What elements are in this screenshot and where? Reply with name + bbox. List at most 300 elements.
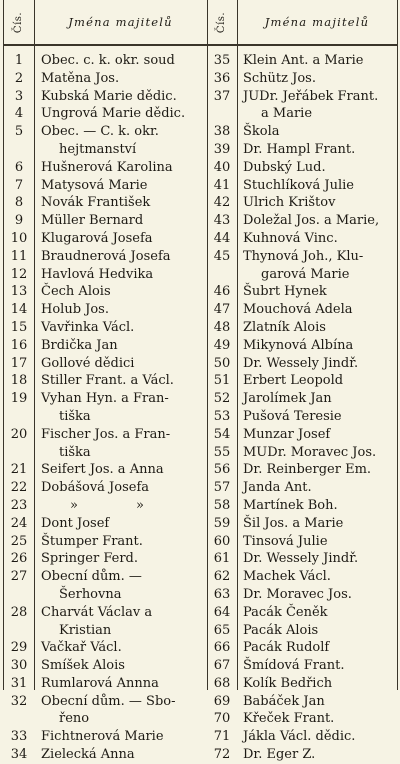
table-row <box>4 426 207 462</box>
owner-name <box>243 426 395 444</box>
table-row <box>207 355 397 373</box>
owner-name-continuation: Kristian <box>59 622 112 638</box>
owner-name <box>41 70 203 88</box>
row-number: 67 <box>213 658 231 674</box>
owner-name-line: Novák František <box>41 195 151 211</box>
row-number: 38 <box>213 124 231 140</box>
table-row <box>4 568 207 604</box>
ditto-marks <box>41 497 203 515</box>
owner-name-line: Obec. c. k. okr. soud <box>41 53 175 68</box>
owner-name-line: Mouchová Adela <box>243 302 353 318</box>
row-number: 47 <box>213 302 231 318</box>
table-row <box>207 622 397 640</box>
owner-name-line: Dr. Wessely Jindř. <box>243 551 359 567</box>
row-number: 12 <box>10 266 28 282</box>
owner-name-line: Křeček Frant. <box>243 711 335 727</box>
row-number: 64 <box>213 604 231 620</box>
owner-name <box>41 230 203 248</box>
owner-name-line: Pušová Teresie <box>243 408 342 424</box>
owner-name <box>41 515 203 533</box>
owner-name <box>41 105 203 123</box>
owner-name <box>41 88 203 106</box>
table-row <box>207 230 397 248</box>
owner-name <box>243 70 395 88</box>
owner-name <box>41 550 203 568</box>
table-row <box>207 604 397 622</box>
owner-name-line: JUDr. Jeřábek Frant. <box>243 88 379 104</box>
row-number: 69 <box>213 693 231 709</box>
row-number: 42 <box>213 195 231 211</box>
owner-name-line: Dobášová Josefa <box>41 480 150 496</box>
table-row <box>207 141 397 159</box>
owner-name <box>243 212 395 230</box>
table-row <box>4 604 207 640</box>
owner-name-line: Fichtnerová Marie <box>41 729 164 745</box>
table-row <box>4 657 207 675</box>
owner-name-line: Šmídová Frant. <box>243 658 345 674</box>
owner-name-line: Stiller Frant. a Václ. <box>41 373 174 389</box>
table-row <box>207 408 397 426</box>
row-number: 16 <box>10 337 28 353</box>
owner-name <box>41 479 203 497</box>
row-number: 51 <box>213 373 231 389</box>
owner-name <box>243 533 395 551</box>
owner-name <box>41 693 203 729</box>
table-row <box>4 461 207 479</box>
owner-name <box>243 123 395 141</box>
table-row <box>207 372 397 390</box>
row-number: 55 <box>213 444 231 460</box>
owner-name <box>41 194 203 212</box>
owner-name <box>41 337 203 355</box>
owner-name-line: Janda Ant. <box>243 480 312 496</box>
row-number: 25 <box>10 533 28 549</box>
owner-name-line: Holub Jos. <box>41 302 109 318</box>
owner-name <box>243 372 395 390</box>
owner-name-line: Machek Václ. <box>243 569 331 585</box>
row-number: 44 <box>213 230 231 246</box>
row-number: 71 <box>213 729 231 745</box>
owner-name-line: Thynová Joh., Klu- <box>243 248 364 264</box>
header-names-right <box>237 0 397 44</box>
owner-name-line: Obecní dům. — <box>41 569 142 585</box>
owner-name <box>41 301 203 319</box>
row-number: 57 <box>213 480 231 496</box>
row-number: 34 <box>10 747 28 763</box>
owner-name <box>41 675 203 693</box>
row-number: 58 <box>213 497 231 513</box>
row-number: 21 <box>10 462 28 478</box>
owner-name <box>41 568 203 604</box>
owner-name <box>243 444 395 462</box>
row-number: 23 <box>10 497 28 513</box>
row-number: 26 <box>10 551 28 567</box>
owner-name-continuation: Šerhovna <box>59 586 122 602</box>
owner-name-line: Doležal Jos. a Marie, <box>243 213 380 229</box>
ditto-mark: » <box>136 497 144 513</box>
table-row <box>207 426 397 444</box>
row-number: 17 <box>10 355 28 371</box>
owner-name <box>41 266 203 284</box>
owner-name-line: Springer Ferd. <box>41 551 139 567</box>
row-number: 70 <box>213 711 231 727</box>
owner-name <box>243 159 395 177</box>
owner-name-line: Hušnerová Karolina <box>41 159 173 175</box>
owner-name-line: Kuhnová Vinc. <box>243 230 338 246</box>
table-row <box>207 301 397 319</box>
owner-name-line: Brdička Jan <box>41 337 118 353</box>
owner-name <box>243 586 395 604</box>
table-row <box>4 212 207 230</box>
row-number: 53 <box>213 408 231 424</box>
row-number: 48 <box>213 319 231 335</box>
table-row <box>4 746 207 764</box>
owner-name-line: Štumper Frant. <box>41 533 143 549</box>
row-number: 50 <box>213 355 231 371</box>
owner-name <box>243 355 395 373</box>
row-number: 8 <box>14 195 24 211</box>
owner-name-line: Havlová Hedvika <box>41 266 154 282</box>
owner-name <box>243 337 395 355</box>
row-number: 56 <box>213 462 231 478</box>
row-number: 15 <box>10 319 28 335</box>
table-row <box>4 319 207 337</box>
row-number: 68 <box>213 675 231 691</box>
table-row <box>207 515 397 533</box>
owner-name <box>41 177 203 195</box>
owner-name <box>243 194 395 212</box>
table-row <box>207 444 397 462</box>
owner-name-line: Ulrich Krištov <box>243 195 336 211</box>
row-number: 1 <box>14 53 24 68</box>
owner-name-line: Dr. Eger Z. <box>243 747 316 763</box>
owner-name <box>243 710 395 728</box>
row-number: 11 <box>10 248 28 264</box>
owner-name <box>41 159 203 177</box>
row-number: 18 <box>10 373 28 389</box>
row-number: 20 <box>10 426 28 442</box>
row-number: 7 <box>14 177 24 193</box>
owner-name-line: Jákla Václ. dědic. <box>243 729 356 745</box>
table-row <box>207 123 397 141</box>
table-row <box>207 337 397 355</box>
owner-name-line: Dr. Moravec Jos. <box>243 586 352 602</box>
row-number: 13 <box>10 284 28 300</box>
table-row <box>207 639 397 657</box>
table-row <box>4 639 207 657</box>
header-number-label: Čís. <box>13 11 25 33</box>
table-row <box>4 159 207 177</box>
owner-name <box>243 283 395 301</box>
table-row <box>4 390 207 426</box>
owner-name <box>41 426 203 462</box>
owner-name-line: Dont Josef <box>41 515 110 531</box>
row-number: 39 <box>213 141 231 157</box>
owner-name-line: Fischer Jos. a Fran- <box>41 426 171 442</box>
owner-name-line: Stuchlíková Julie <box>243 177 354 193</box>
table-row <box>4 70 207 88</box>
owner-name <box>243 88 395 124</box>
owner-name <box>243 497 395 515</box>
row-number: 27 <box>10 569 28 585</box>
owner-name <box>41 657 203 675</box>
row-number: 54 <box>213 426 231 442</box>
owner-name-line: Charvát Václav a <box>41 604 153 620</box>
table-row <box>207 283 397 301</box>
owner-name-line: Mikynová Albína <box>243 337 354 353</box>
owner-name-line: Obecní dům. — Sbo- <box>41 693 176 709</box>
owner-name-line: Erbert Leopold <box>243 373 344 389</box>
row-number: 2 <box>14 70 24 86</box>
row-number: 61 <box>213 551 231 567</box>
owner-name-line: MUDr. Moravec Jos. <box>243 444 377 460</box>
table-row <box>4 52 207 70</box>
owner-name <box>41 728 203 746</box>
owner-name-line: Vavřinka Václ. <box>41 319 135 335</box>
owner-name <box>41 390 203 426</box>
table-row <box>4 337 207 355</box>
owner-name-line: Babáček Jan <box>243 693 325 709</box>
left-column <box>4 52 207 764</box>
owner-name-line: Müller Bernard <box>41 213 144 229</box>
owner-name <box>243 52 395 70</box>
owner-name-line: Ungrová Marie dědic. <box>41 106 186 122</box>
owner-name <box>243 408 395 426</box>
table-row <box>207 728 397 746</box>
owner-name <box>41 604 203 640</box>
owner-name <box>243 230 395 248</box>
table-row <box>4 301 207 319</box>
table-row <box>207 586 397 604</box>
row-number: 4 <box>14 106 24 122</box>
row-number: 40 <box>213 159 231 175</box>
owner-name <box>41 355 203 373</box>
header-number-right <box>207 0 237 44</box>
table-row <box>207 177 397 195</box>
owner-name-line: Braudnerová Josefa <box>41 248 171 264</box>
table-row <box>207 568 397 586</box>
ditto-mark: » <box>70 497 78 513</box>
table-row <box>207 710 397 728</box>
row-number: 72 <box>213 747 231 763</box>
owner-name-line: Dubský Lud. <box>243 159 326 175</box>
owner-name-line: Pacák Alois <box>243 622 319 638</box>
row-number: 33 <box>10 729 28 745</box>
owner-name-continuation: a Marie <box>261 106 313 122</box>
owner-name <box>41 248 203 266</box>
owner-name-line: Pacák Čeněk <box>243 604 328 620</box>
owner-name-line: Zielecká Anna <box>41 747 135 763</box>
table-row <box>4 515 207 533</box>
table-row <box>4 88 207 106</box>
owner-name-line: Schütz Jos. <box>243 70 316 86</box>
row-number: 59 <box>213 515 231 531</box>
table-row <box>4 123 207 159</box>
owner-name <box>243 319 395 337</box>
table-row <box>4 105 207 123</box>
row-number: 32 <box>10 693 28 709</box>
table-row <box>207 212 397 230</box>
owner-name-line: Gollové dědici <box>41 355 135 371</box>
owner-name-line: Šil Jos. a Marie <box>243 515 344 531</box>
owner-name-line: Kolík Bedřich <box>243 675 333 691</box>
owner-name-line: Dr. Reinberger Em. <box>243 462 372 478</box>
owner-name <box>243 461 395 479</box>
table-row <box>207 319 397 337</box>
row-number: 49 <box>213 337 231 353</box>
table-row <box>4 283 207 301</box>
row-number: 19 <box>10 391 28 407</box>
table-row <box>207 194 397 212</box>
owner-name <box>243 479 395 497</box>
row-number: 37 <box>213 88 231 104</box>
row-number: 41 <box>213 177 231 193</box>
header-names-left <box>34 0 207 44</box>
table-row <box>4 550 207 568</box>
row-number: 35 <box>213 53 231 68</box>
row-number: 9 <box>14 213 24 229</box>
table-row <box>207 550 397 568</box>
row-number: 60 <box>213 533 231 549</box>
owner-name-line: Pacák Rudolf <box>243 640 330 656</box>
row-number: 31 <box>10 675 28 691</box>
owner-name-continuation: tiška <box>59 408 91 424</box>
owner-name-continuation: garová Marie <box>261 266 350 282</box>
owner-name-line: Dr. Wessely Jindř. <box>243 355 359 371</box>
owner-name-line: Obec. — C. k. okr. <box>41 124 159 140</box>
row-number: 5 <box>14 124 24 140</box>
owner-name-continuation: hejtmanství <box>59 141 137 157</box>
owner-name-line: Kubská Marie dědic. <box>41 88 177 104</box>
table-row <box>207 461 397 479</box>
owner-name-line: Vačkař Václ. <box>41 640 122 656</box>
owner-name-line: Martínek Boh. <box>243 497 338 513</box>
table-row <box>4 248 207 266</box>
table-row <box>207 70 397 88</box>
owner-name <box>41 212 203 230</box>
table-row <box>4 675 207 693</box>
row-number: 24 <box>10 515 28 531</box>
owner-name <box>243 622 395 640</box>
owner-name <box>243 515 395 533</box>
table-row <box>4 479 207 497</box>
table-row <box>207 52 397 70</box>
header-number-label: Čís. <box>216 11 228 33</box>
owner-name-line: Munzar Josef <box>243 426 331 442</box>
owner-name-continuation: tiška <box>59 444 91 460</box>
owner-name <box>243 746 395 764</box>
right-column <box>207 52 397 764</box>
table-header <box>4 0 397 46</box>
owner-name <box>41 283 203 301</box>
owner-name <box>41 497 203 515</box>
owner-name <box>243 568 395 586</box>
header-number-left <box>4 0 34 44</box>
table-row <box>207 248 397 284</box>
table-row <box>207 657 397 675</box>
owner-name-line: Rumlarová Annna <box>41 675 159 691</box>
owner-name <box>243 639 395 657</box>
owner-name <box>243 675 395 693</box>
owner-name <box>243 301 395 319</box>
row-number: 29 <box>10 640 28 656</box>
table-row <box>4 230 207 248</box>
header-names-label: Jména majitelů <box>68 15 173 29</box>
table-row <box>4 177 207 195</box>
row-number: 62 <box>213 569 231 585</box>
owner-name <box>243 604 395 622</box>
table-row <box>4 728 207 746</box>
owner-name <box>41 533 203 551</box>
owner-name <box>243 728 395 746</box>
owners-table <box>3 0 398 763</box>
owner-name-line: Matěna Jos. <box>41 70 120 86</box>
table-row <box>4 533 207 551</box>
owner-name <box>41 319 203 337</box>
owner-name-line: Klugarová Josefa <box>41 230 153 246</box>
owner-name <box>243 550 395 568</box>
table-row <box>207 390 397 408</box>
table-row <box>207 675 397 693</box>
table-row <box>4 194 207 212</box>
row-number: 52 <box>213 391 231 407</box>
row-number: 45 <box>213 248 231 264</box>
owner-name <box>41 52 203 70</box>
owner-name <box>41 372 203 390</box>
table-row <box>207 533 397 551</box>
owner-name-line: Klein Ant. a Marie <box>243 53 364 68</box>
table-row <box>4 497 207 515</box>
row-number: 6 <box>14 159 24 175</box>
owner-name <box>41 461 203 479</box>
row-number: 46 <box>213 284 231 300</box>
table-row <box>4 693 207 729</box>
owner-name <box>243 390 395 408</box>
owner-name-line: Vyhan Hyn. a Fran- <box>41 391 169 407</box>
row-number: 63 <box>213 586 231 602</box>
table-row <box>207 88 397 124</box>
row-number: 14 <box>10 302 28 318</box>
table-row <box>4 372 207 390</box>
row-number: 43 <box>213 213 231 229</box>
owner-name-line: Šubrt Hynek <box>243 284 327 300</box>
owner-name-line: Matysová Marie <box>41 177 148 193</box>
owner-name-line: Smíšek Alois <box>41 658 125 674</box>
row-number: 22 <box>10 480 28 496</box>
owner-name <box>41 123 203 159</box>
owner-name <box>243 657 395 675</box>
owner-name-line: Seifert Jos. a Anna <box>41 462 164 478</box>
table-row <box>4 355 207 373</box>
row-number: 30 <box>10 658 28 674</box>
table-row <box>207 479 397 497</box>
table-row <box>207 746 397 764</box>
owner-name <box>243 248 395 284</box>
owner-name <box>243 693 395 711</box>
owner-name-line: Škola <box>243 124 280 140</box>
owner-name <box>41 639 203 657</box>
table-row <box>207 159 397 177</box>
row-number: 65 <box>213 622 231 638</box>
header-names-label: Jména majitelů <box>264 15 370 29</box>
owner-name-line: Tinsová Julie <box>243 533 328 549</box>
row-number: 10 <box>10 230 28 246</box>
owner-name <box>243 141 395 159</box>
row-number: 28 <box>10 604 28 620</box>
owner-name-line: Zlatník Alois <box>243 319 326 335</box>
owner-name-line: Dr. Hampl Frant. <box>243 141 356 157</box>
owner-name <box>243 177 395 195</box>
